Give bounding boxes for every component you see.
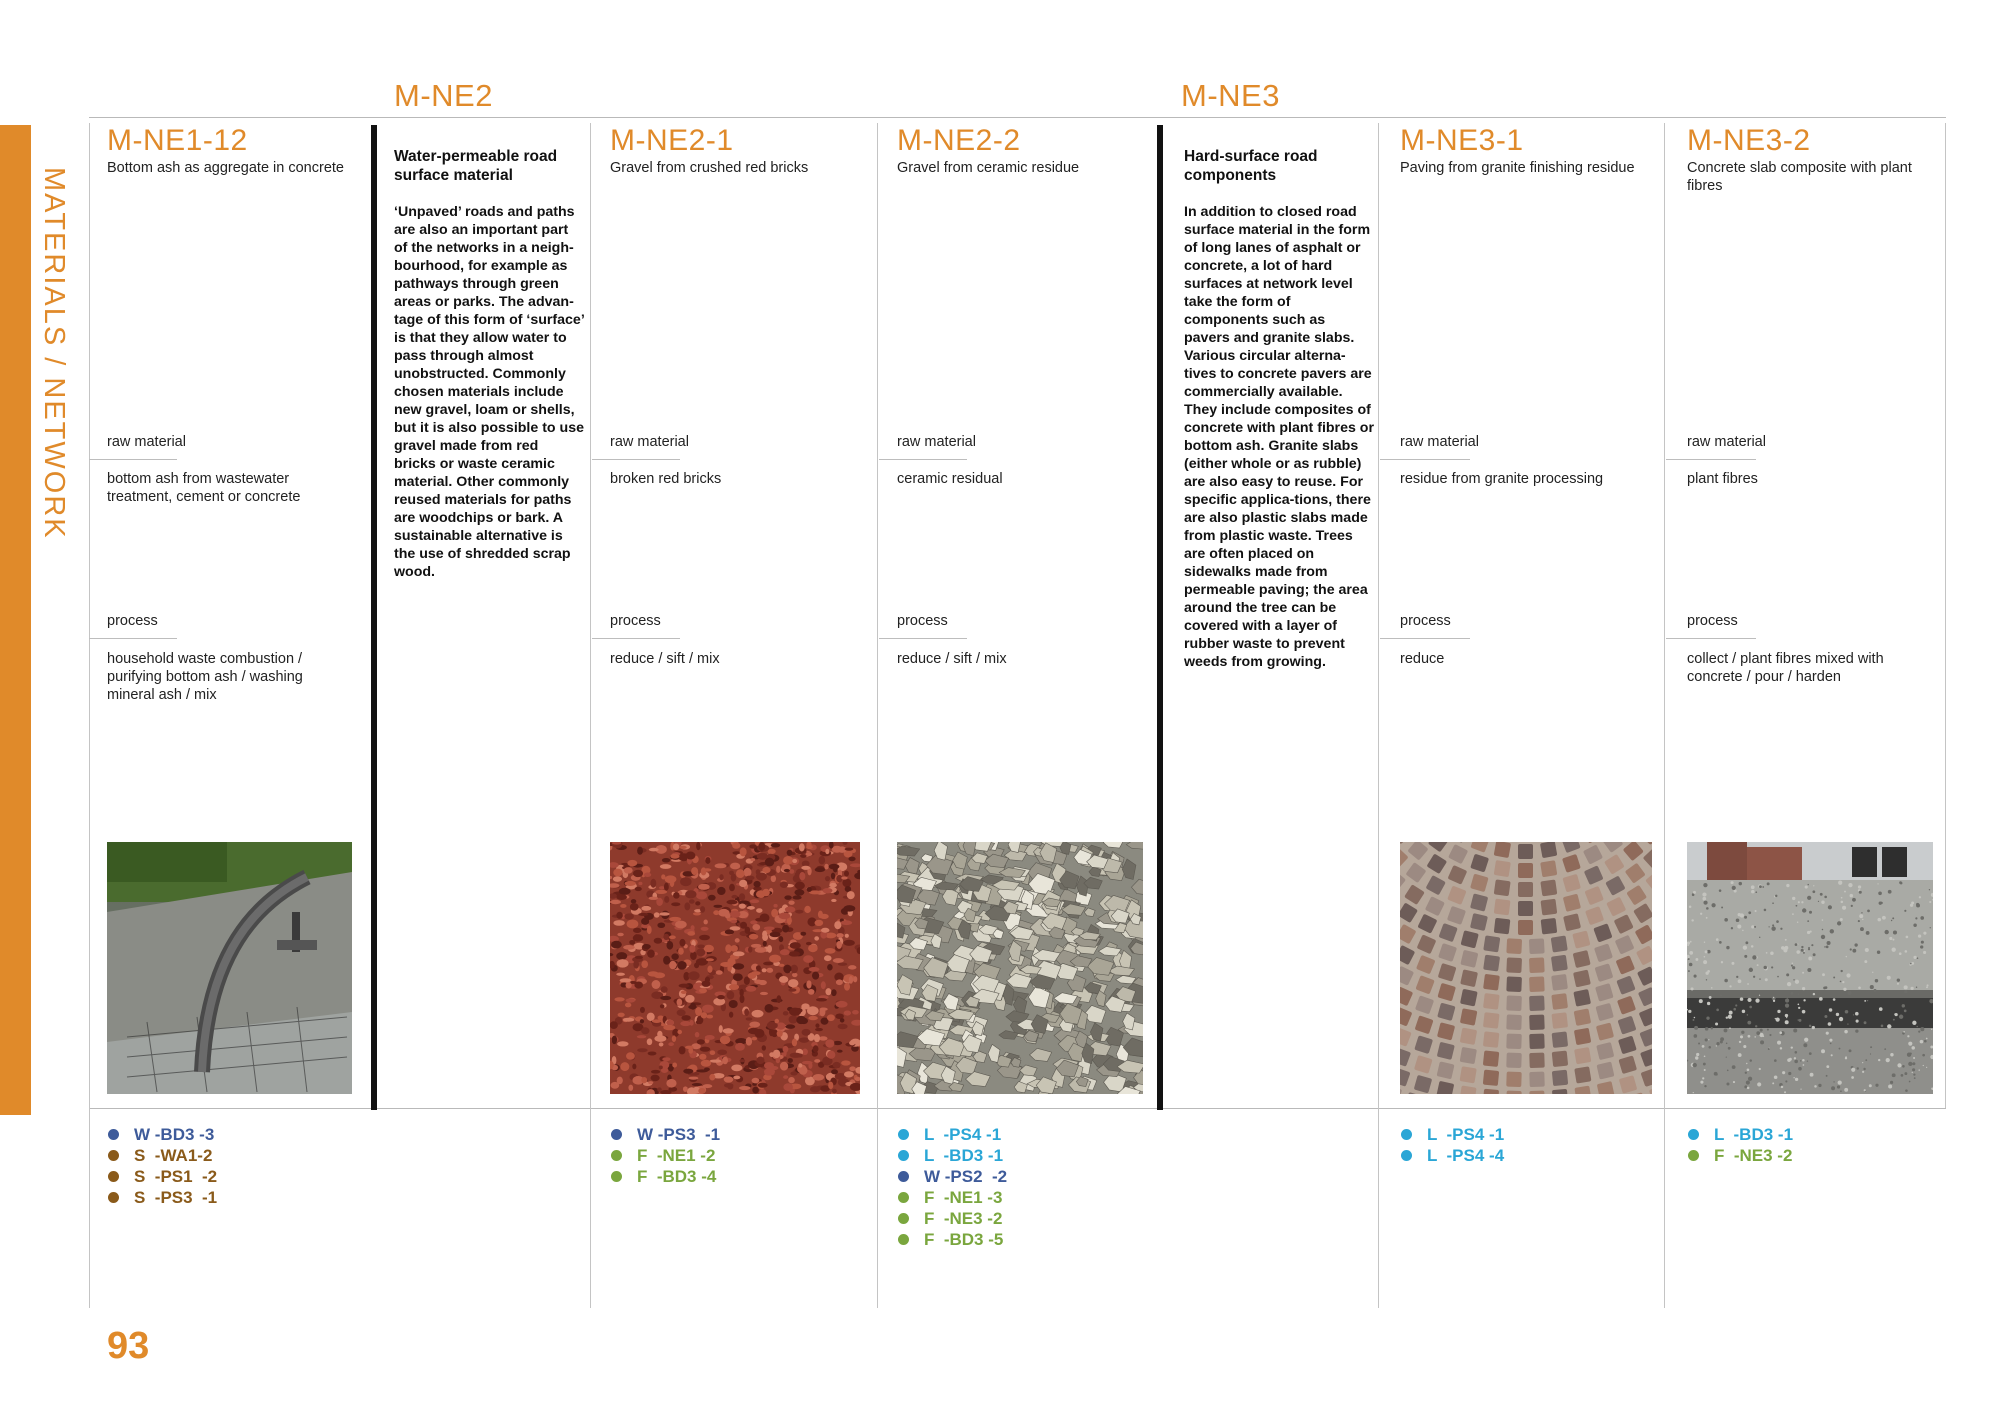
reference-code: F -NE1 -3	[924, 1187, 1003, 1207]
side-title: MATERIALS / NETWORK	[38, 167, 70, 540]
label-rule	[879, 638, 967, 639]
reference-code: F -NE3 -2	[924, 1208, 1003, 1228]
reference-item	[611, 1124, 720, 1145]
reference-code: W -PS2 -2	[924, 1166, 1008, 1186]
concrete-pouring-photo	[107, 842, 352, 1094]
process-value: household waste combustion / purifying bottom ash / washing mineral ash / mix	[107, 651, 303, 703]
material-subtitle: Concrete slab composite with plant fibres	[1687, 160, 1912, 194]
label-rule	[1666, 638, 1756, 639]
material-code: M-NE1-12	[107, 124, 248, 157]
process-value: collect / plant fibres mixed with concrete / pour / harden	[1687, 651, 1884, 685]
reference-list	[898, 1124, 1007, 1250]
process-label: process	[107, 613, 158, 629]
material-card-ne3-1	[1400, 125, 1660, 177]
reference-item	[898, 1124, 1007, 1145]
bullet-dot-icon	[611, 1129, 622, 1140]
concrete-fibre-slab-photo	[1687, 842, 1933, 1094]
bullet-dot-icon	[611, 1171, 622, 1182]
label-rule	[89, 459, 177, 460]
reference-code: F -BD3 -4	[637, 1166, 717, 1186]
reference-code: F -BD3 -5	[924, 1229, 1004, 1249]
label-rule	[1666, 459, 1756, 460]
essay-water-permeable	[394, 147, 584, 581]
process-label: process	[610, 613, 661, 629]
bullet-dot-icon	[108, 1129, 119, 1140]
section-heading-ne2: M-NE2	[394, 78, 493, 113]
essay-title: Water-permeable road surface material	[394, 148, 558, 184]
reference-code: F -NE3 -2	[1714, 1145, 1793, 1165]
reference-item	[611, 1166, 720, 1187]
reference-code: L -PS4 -1	[924, 1124, 1002, 1144]
material-subtitle: Gravel from crushed red bricks	[610, 160, 809, 176]
bullet-dot-icon	[898, 1213, 909, 1224]
reference-item	[1688, 1124, 1793, 1145]
material-code: M-NE3-2	[1687, 124, 1811, 157]
bullet-dot-icon	[1688, 1129, 1699, 1140]
raw-material-value: ceramic residual	[897, 471, 1003, 487]
reference-code: S -PS3 -1	[134, 1187, 218, 1207]
reference-item	[1688, 1145, 1793, 1166]
raw-material-value: broken red bricks	[610, 471, 722, 487]
label-rule	[1380, 459, 1470, 460]
material-card-ne1-12	[107, 125, 357, 177]
reference-item	[108, 1145, 217, 1166]
bullet-dot-icon	[898, 1234, 909, 1245]
page-number: 93	[107, 1325, 150, 1367]
reference-code: S -PS1 -2	[134, 1166, 218, 1186]
bullet-dot-icon	[898, 1150, 909, 1161]
side-accent-strip	[0, 125, 31, 1115]
reference-item	[898, 1208, 1007, 1229]
column-divider	[1378, 123, 1379, 1308]
reference-code: F -NE1 -2	[637, 1145, 716, 1165]
raw-material-value: bottom ash from wastewater treatment, cement or concrete	[107, 471, 301, 505]
reference-item	[108, 1124, 217, 1145]
reference-item	[898, 1187, 1007, 1208]
reference-item	[611, 1145, 720, 1166]
essay-body: ‘Unpaved’ roads and paths are also an important part of the networks in a neigh-bourhood, for example as pathways through green areas or parks. The advan-tage of this form of ‘surface’ is that they allow water to pass through almost unobstructed. Commonly chosen materials include new gravel, loam or shells, but it is also possible to use gravel made from red bricks or waste ceramic material. Other commonly reused materials for paths are woodchips or bark. A sustainable alternative is the use of shredded scrap wood.	[394, 204, 584, 580]
bullet-dot-icon	[1401, 1129, 1412, 1140]
raw-material-label: raw material	[107, 434, 186, 450]
raw-material-label: raw material	[897, 434, 976, 450]
reference-code: L -BD3 -1	[924, 1145, 1004, 1165]
reference-code: W -PS3 -1	[637, 1124, 721, 1144]
column-divider	[590, 123, 591, 1308]
bullet-dot-icon	[898, 1129, 909, 1140]
material-card-ne3-2	[1687, 125, 1937, 195]
reference-item	[108, 1166, 217, 1187]
reference-code: L -PS4 -1	[1427, 1124, 1505, 1144]
reference-list	[1401, 1124, 1504, 1166]
raw-material-label: raw material	[1687, 434, 1766, 450]
reference-list	[1688, 1124, 1793, 1166]
bullet-dot-icon	[108, 1150, 119, 1161]
column-divider	[1945, 123, 1946, 1108]
raw-material-value: plant fibres	[1687, 471, 1758, 487]
reference-list	[108, 1124, 217, 1208]
process-label: process	[1400, 613, 1451, 629]
reference-code: L -BD3 -1	[1714, 1124, 1794, 1144]
bottom-rule	[89, 1108, 1946, 1109]
process-value: reduce	[1400, 651, 1445, 667]
label-rule	[1380, 638, 1470, 639]
bullet-dot-icon	[1401, 1150, 1412, 1161]
reference-item	[1401, 1124, 1504, 1145]
reference-item	[108, 1187, 217, 1208]
bullet-dot-icon	[108, 1171, 119, 1182]
raw-material-label: raw material	[610, 434, 689, 450]
section-heading-ne3: M-NE3	[1181, 78, 1280, 113]
section-bar	[371, 125, 377, 1110]
label-rule	[89, 638, 177, 639]
material-code: M-NE2-1	[610, 124, 734, 157]
reference-code: S -WA1-2	[134, 1145, 213, 1165]
process-value: reduce / sift / mix	[610, 651, 720, 667]
reference-item	[898, 1166, 1007, 1187]
column-divider	[89, 123, 90, 1308]
material-code: M-NE2-2	[897, 124, 1021, 157]
essay-hard-surface	[1184, 147, 1374, 671]
process-label: process	[1687, 613, 1738, 629]
reference-item	[1401, 1145, 1504, 1166]
material-subtitle: Gravel from ceramic residue	[897, 160, 1080, 176]
material-subtitle: Paving from granite finishing residue	[1400, 160, 1635, 176]
material-card-ne2-2	[897, 125, 1157, 177]
reference-item	[898, 1145, 1007, 1166]
column-divider	[1664, 123, 1665, 1308]
column-divider	[877, 123, 878, 1308]
material-subtitle: Bottom ash as aggregate in concrete	[107, 160, 344, 176]
bullet-dot-icon	[898, 1171, 909, 1182]
raw-material-value: residue from granite processing	[1400, 471, 1604, 487]
red-brick-gravel-photo	[610, 842, 860, 1094]
section-bar	[1157, 125, 1163, 1110]
bullet-dot-icon	[1688, 1150, 1699, 1161]
reference-list	[611, 1124, 720, 1187]
label-rule	[592, 459, 680, 460]
bullet-dot-icon	[108, 1192, 119, 1203]
granite-paving-photo	[1400, 842, 1652, 1094]
ceramic-gravel-photo	[897, 842, 1143, 1094]
label-rule	[879, 459, 967, 460]
material-card-ne2-1	[610, 125, 870, 177]
bullet-dot-icon	[898, 1192, 909, 1203]
bullet-dot-icon	[611, 1150, 622, 1161]
top-rule	[89, 117, 1946, 118]
process-label: process	[897, 613, 948, 629]
process-value: reduce / sift / mix	[897, 651, 1007, 667]
material-code: M-NE3-1	[1400, 124, 1524, 157]
reference-code: W -BD3 -3	[134, 1124, 215, 1144]
label-rule	[592, 638, 680, 639]
essay-body: In addition to closed road surface material in the form of long lanes of asphalt or concrete, a lot of hard surfaces at network level take the form of components such as pavers and granite slabs. Various circular alterna-tives to concrete pavers are commercially available. They include composites of concrete with plant fibres or bottom ash. Granite slabs (either whole or as rubble) are also easy to reuse. For specific applica-tions, there are also plastic slabs made from plastic waste. Trees are often placed on sidewalks made from permeable paving; the area around the tree can be covered with a layer of rubber waste to prevent weeds from growing.	[1184, 204, 1374, 670]
reference-item	[898, 1229, 1007, 1250]
raw-material-label: raw material	[1400, 434, 1479, 450]
reference-code: L -PS4 -4	[1427, 1145, 1505, 1165]
essay-title: Hard-surface road components	[1184, 148, 1318, 184]
